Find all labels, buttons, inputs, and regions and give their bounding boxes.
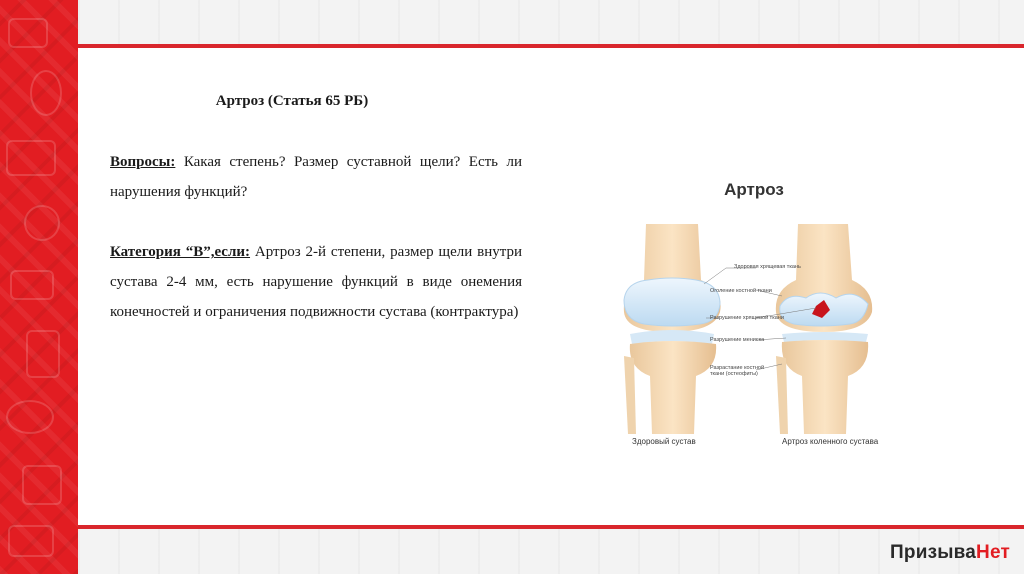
- caption-arthritic-joint: Артроз коленного сустава: [782, 437, 879, 446]
- category-text: Артроз 2-й степени, размер щели внутри сустава 2-4 мм, есть нарушение функций в виде онемения конечностей и ограничения подвижности сустава (контрактура): [110, 244, 522, 320]
- label-cartilage-damage: Разрушение хрящевой ткани: [710, 315, 784, 321]
- category-paragraph: [110, 237, 522, 327]
- label-bone-exposure: Оголение костной ткани: [710, 288, 772, 294]
- decorative-bottom-band: [78, 529, 1024, 574]
- healthy-knee: [624, 224, 721, 434]
- label-osteophytes: Разрастание костной ткани (остеофиты): [710, 365, 765, 377]
- label-healthy-cartilage: Здоровая хрящевая ткань: [734, 264, 801, 270]
- logo-part1: Призыва: [890, 542, 977, 563]
- questions-lead: Вопросы:: [110, 154, 176, 170]
- top-divider: [78, 44, 1024, 48]
- arthritic-knee: [776, 224, 872, 434]
- questions-text: Какая степень? Размер суставной щели? Есть ли нарушения функций?: [110, 154, 522, 200]
- brand-logo: [890, 541, 1010, 565]
- logo-part2: Нет: [976, 542, 1010, 563]
- category-lead: Категория “В”,если:: [110, 244, 251, 260]
- slide-title: Артроз (Статья 65 РБ): [215, 93, 369, 109]
- slide-text: [110, 86, 522, 357]
- figure-title: Артроз: [724, 180, 784, 199]
- label-meniscus-damage: Разрушение мениска: [710, 337, 765, 343]
- caption-healthy-joint: Здоровый сустав: [632, 437, 696, 446]
- decorative-top-band: [78, 0, 1024, 44]
- arthrosis-illustration: [606, 172, 896, 462]
- questions-paragraph: [110, 147, 522, 207]
